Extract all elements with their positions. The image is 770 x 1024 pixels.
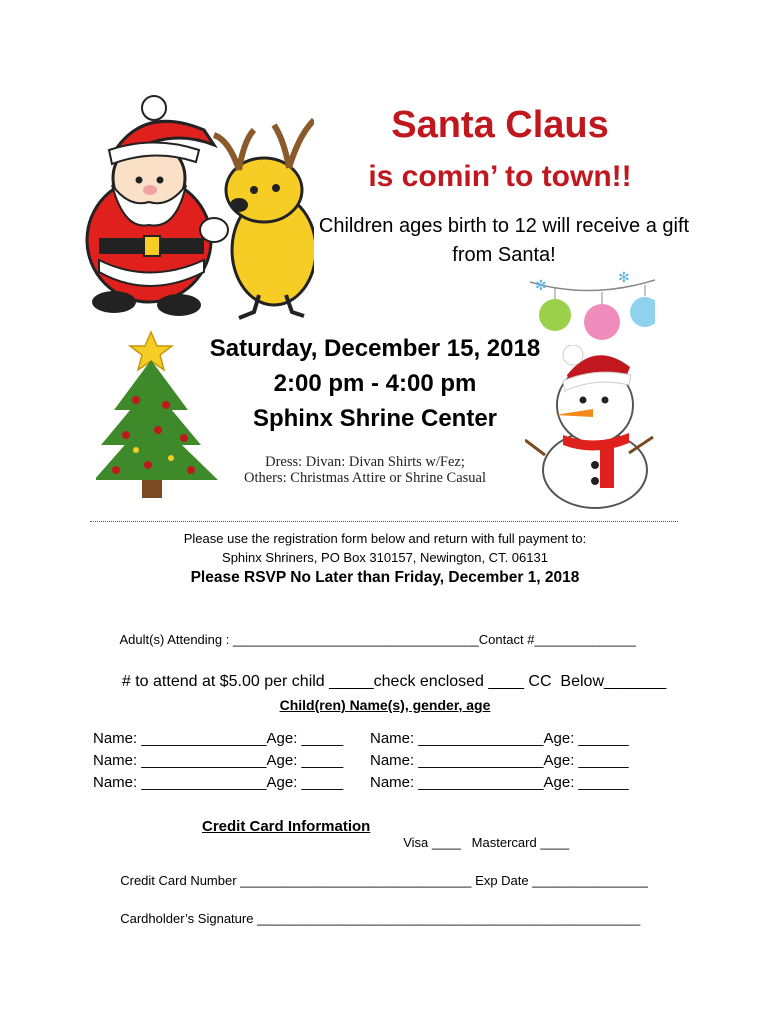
attend-label: # to attend at $5.00 per child xyxy=(121,673,330,690)
child-age-field[interactable]: ______ xyxy=(578,752,629,769)
mailing-address: Sphinx Shriners, PO Box 310157, Newington, CT. 06131 xyxy=(222,550,548,565)
divider xyxy=(90,521,678,522)
svg-text:✻: ✻ xyxy=(618,270,630,286)
adults-label: Adult(s) Attending : xyxy=(119,632,233,647)
check-field[interactable]: ____ xyxy=(488,673,524,690)
credit-card-heading: Credit Card Information xyxy=(202,818,371,835)
visa-field[interactable]: ____ xyxy=(431,835,461,850)
card-number-label: Credit Card Number xyxy=(120,873,241,888)
child-name-field[interactable]: _______________ xyxy=(418,730,544,747)
event-date: Saturday, December 15, 2018 xyxy=(209,335,541,362)
contact-field[interactable]: ______________ xyxy=(534,632,636,647)
cc-field[interactable]: _______ xyxy=(604,673,667,690)
check-label: check enclosed xyxy=(373,673,489,690)
children-heading: Child(ren) Name(s), gender, age xyxy=(279,697,491,713)
cc-label: CC Below xyxy=(523,673,605,690)
event-place: Sphinx Shrine Center xyxy=(252,405,498,432)
child-age-field[interactable]: ______ xyxy=(578,730,629,747)
registration-instruction: Please use the registration form below and return with full payment to: xyxy=(183,531,587,546)
rsvp-deadline: Please RSVP No Later than Friday, December 1, 2018 xyxy=(190,569,580,586)
child-age-field[interactable]: _____ xyxy=(301,730,344,747)
page-subtitle: is comin’ to town!! xyxy=(368,160,632,193)
event-time: 2:00 pm - 4:00 pm xyxy=(273,370,477,397)
child-age-field[interactable]: _____ xyxy=(301,774,344,791)
adults-attending-row xyxy=(113,617,636,647)
child-name-field[interactable]: _______________ xyxy=(141,774,267,791)
card-type-row: Visa ____ Mastercard ____ xyxy=(403,835,570,850)
child-name-field[interactable]: _______________ xyxy=(141,730,267,747)
exp-date-label: Exp Date xyxy=(471,873,533,888)
child-age-field[interactable]: _____ xyxy=(301,752,344,769)
child-entry-right-2: Name: _______________Age: ______ xyxy=(370,752,629,769)
contact-label: Contact # xyxy=(478,632,535,647)
attend-count-field[interactable]: _____ xyxy=(329,673,374,690)
child-entry-left-2: Name: _______________Age: _____ xyxy=(93,752,344,769)
child-age-field[interactable]: ______ xyxy=(578,774,629,791)
child-entry-right-1: Name: _______________Age: ______ xyxy=(370,730,629,747)
child-entry-left-3: Name: _______________Age: _____ xyxy=(93,774,344,791)
attendance-row xyxy=(113,655,666,691)
dress-code-line2: Others: Christmas Attire or Shrine Casual xyxy=(243,470,487,486)
signature-field[interactable]: _____________________________________________________ xyxy=(257,911,641,926)
child-entry-right-3: Name: _______________Age: ______ xyxy=(370,774,629,791)
santa-reindeer-icon xyxy=(64,90,314,330)
ornaments-icon xyxy=(530,270,655,345)
page-title: Santa Claus xyxy=(391,104,609,146)
gift-text: Children ages birth to 12 will receive a gift from Santa! xyxy=(318,215,690,266)
child-name-field[interactable]: _______________ xyxy=(141,752,267,769)
exp-date-field[interactable]: ________________ xyxy=(532,873,648,888)
card-number-field[interactable]: ________________________________ xyxy=(240,873,472,888)
card-number-row xyxy=(113,858,648,888)
child-name-field[interactable]: _______________ xyxy=(418,774,544,791)
signature-label: Cardholder’s Signature xyxy=(120,911,258,926)
dress-code-line1: Dress: Divan: Divan Shirts w/Fez; xyxy=(265,454,465,470)
mastercard-field[interactable]: ____ xyxy=(540,835,570,850)
svg-text:✻: ✻ xyxy=(535,278,547,294)
child-entry-left-1: Name: _______________Age: _____ xyxy=(93,730,344,747)
signature-row xyxy=(113,896,640,926)
adults-field[interactable]: __________________________________ xyxy=(232,632,479,647)
child-name-field[interactable]: _______________ xyxy=(418,752,544,769)
